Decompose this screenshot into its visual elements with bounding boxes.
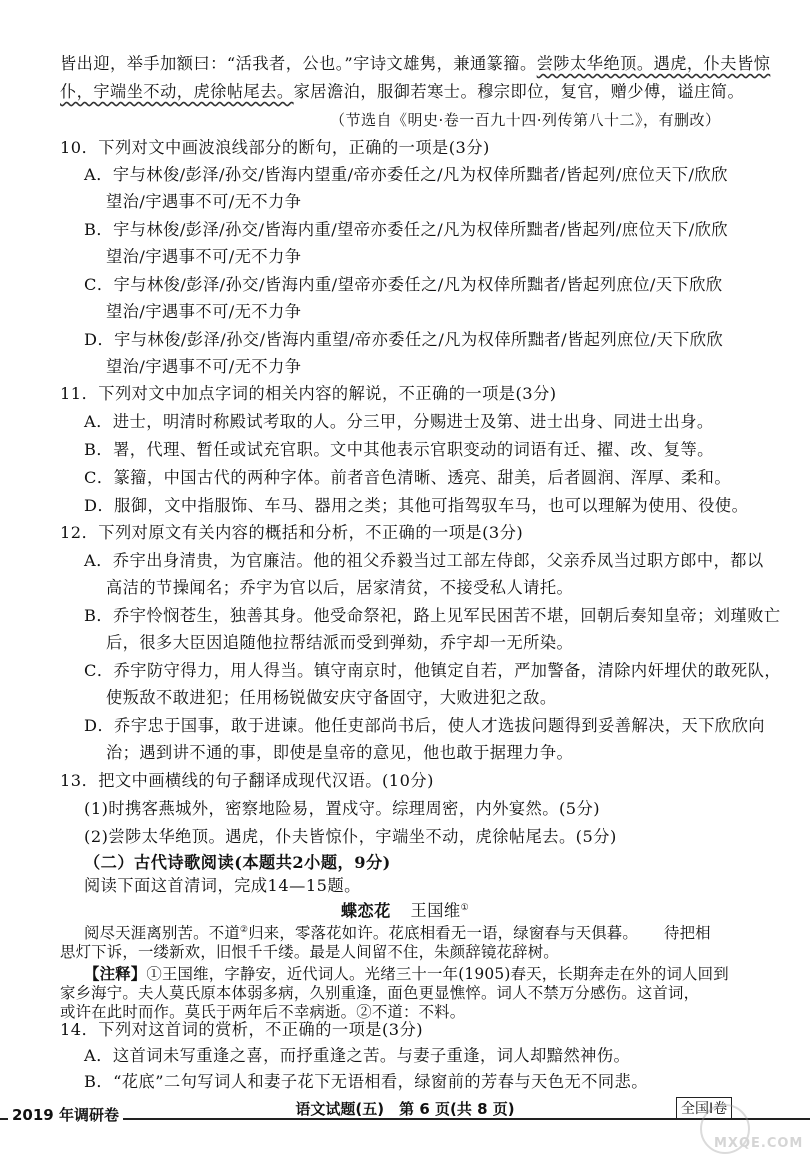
q14-option-b: B．“花底”二句写词人和妻子花下无语相看，绿窗前的芳春与天色无不同悲。 (84, 1072, 648, 1091)
q12-option-c-cont: 使叛敌不敢进犯；任用杨锐做安庆守备固守，大败进犯之敌。 (106, 688, 557, 707)
question-13-stem: 13．把文中画横线的句子翻译成现代汉语。(10分) (60, 771, 434, 790)
section-note: (本题共2小题，9分) (234, 853, 391, 872)
q12-option-d-cont: 治；遇到讲不通的事，即使是皇帝的意见，他也敢于据理力争。 (106, 743, 574, 762)
q11-option-b: B．署，代理、暂任或试充官职。文中其他表示官职变动的词语有迁、擢、改、复等。 (84, 440, 714, 459)
underlined-sentence: 仆，宇端坐不动，虎徐帖尾去。 (60, 82, 294, 101)
annotation-line-3: 或许在此时而作。莫氏于两年后不幸病逝。②不道：不料。 (60, 1003, 466, 1021)
footnote-marker: ① (460, 903, 470, 913)
question-11-stem: 11．下列对文中加点字词的相关内容的解说，不正确的一项是(3分) (60, 384, 557, 403)
q10-option-b: B．宇与林俊/彭泽/孙交/皆海内重/望帝亦委任之/凡为权倖所黜者/皆起列/庶位天下/欣欣 (84, 220, 729, 239)
q12-option-b-cont: 后，很多大臣因追随他拉帮结派而受到弹劾，乔宇却一无所染。 (106, 633, 574, 652)
watermark-text: MXQE.COM (714, 1136, 804, 1151)
question-12-stem: 12．下列对原文有关内容的概括和分析，不正确的一项是(3分) (60, 523, 524, 542)
footnote-marker: ② (239, 925, 249, 935)
question-10-stem: 10．下列对文中画波浪线部分的断句，正确的一项是(3分) (60, 138, 490, 157)
q10-option-a-cont: 望治/宇遇事不可/无不力争 (106, 192, 302, 211)
poetry-instruction: 阅读下面这首清词，完成14—15题。 (84, 876, 361, 895)
q12-option-c: C．乔宇防守得力，用人得当。镇守南京时，他镇定自若，严加警备，清除内奸埋伏的敢死队， (84, 661, 782, 680)
q10-option-a: A．宇与林俊/彭泽/孙交/皆海内望重/帝亦委任之/凡为权倖所黜者/皆起列/庶位天下/欣欣 (84, 165, 728, 184)
q11-option-d: D．服御，文中指服饰、车马、器用之类；其他可指驾驭车马，也可以理解为使用、役使。 (84, 496, 749, 515)
poem-line-2: 思灯下诉，一缕新欢，旧恨千千缕。最是人间留不住，朱颜辞镜花辞树。 (60, 943, 559, 961)
underlined-sentence: 尝陟太华绝顶。遇虎，仆夫皆惊 (536, 54, 771, 73)
watermark-logo (700, 1104, 804, 1154)
page-footer-title: 语文试题(五) 第 6 页(共 8 页) (295, 1100, 515, 1118)
passage-line-2 (60, 80, 770, 104)
poem-text: 归来，零落花如许。花底相看无一语，绿窗春与天俱暮。 (248, 924, 638, 943)
q12-option-d: D．乔宇忠于国事，敢于进谏。他任吏部尚书后，使人才选拔问题得到妥善解决，天下欣欣向 (84, 716, 765, 735)
exam-type-tag: 全国Ⅰ卷 (676, 1097, 732, 1119)
passage-text: 皆出迎，举手加额曰：“活我者，公也。”宇诗文雄隽，兼通篆籀。 (60, 54, 537, 73)
annotation-line-2: 家乡海宁。夫人莫氏原本体弱多病，久别重逢，面色更显憔悴。词人不禁万分感伤。这首词， (60, 984, 700, 1002)
q11-option-a: A．进士，明清时称殿试考取的人。分三甲，分赐进士及第、进士出身、同进士出身。 (84, 412, 714, 431)
poem-author: 王国维 (410, 901, 461, 921)
year-badge: 2019 年调研卷 (8, 1104, 123, 1125)
q12-option-a-cont: 高洁的节操闻名；乔宇为官以后，居家清贫，不接受私人请托。 (106, 578, 574, 597)
annotation-text: ①王国维，字静安，近代词人。光绪三十一年(1905)春天，长期奔走在外的词人回到 (146, 965, 729, 983)
poem-title: 蝶恋花 (340, 901, 391, 921)
passage-text: 家居澹泊，服御若寒士。穆宗即位，复官，赠少傅，谥庄简。 (293, 82, 745, 101)
q11-option-c: C．篆籀，中国古代的两种字体。前者音色清晰、透亮、甜美，后者圆润、浑厚、柔和。 (84, 468, 732, 487)
q12-option-a: A．乔宇出身清贵，为官廉洁。他的祖父乔毅当过工部左侍郎，父亲乔凤当过职方郎中，都以 (84, 551, 764, 570)
q13-sentence-1: (1)时携客燕城外，密察地险易，置戍守。综理周密，内外宴然。(5分) (84, 799, 601, 818)
q10-option-b-cont: 望治/宇遇事不可/无不力争 (106, 247, 302, 266)
annotation-label: 【注释】 (84, 965, 147, 983)
q10-option-c-cont: 望治/宇遇事不可/无不力争 (106, 302, 302, 321)
q10-option-d: D．宇与林俊/彭泽/孙交/皆海内重望/帝亦委任之/凡为权倖所黜者/皆起列庶位/天下欣欣 (84, 330, 724, 349)
poem-text: 待把相 (663, 924, 711, 943)
q10-option-c: C．宇与林俊/彭泽/孙交/皆海内重/望帝亦委任之/凡为权倖所黜者/皆起列庶位/天下欣欣 (84, 275, 723, 294)
passage-source: （节选自《明史·卷一百九十四·列传第八十二》，有删改） (330, 111, 721, 129)
q10-option-d-cont: 望治/宇遇事不可/无不力争 (106, 357, 302, 376)
passage-line-1 (60, 52, 770, 76)
question-14-stem: 14．下列对这首词的赏析，不正确的一项是(3分) (60, 1020, 424, 1039)
q12-option-b: B．乔宇怜悯苍生，独善其身。他受命祭祀，路上见军民困苦不堪，回朝后奏知皇帝；刘瑾败亡 (84, 606, 781, 625)
q14-option-a: A．这首词未写重逢之喜，而抒重逢之苦。与妻子重逢，词人却黯然神伤。 (84, 1046, 631, 1065)
section-title: （二）古代诗歌阅读 (84, 853, 235, 872)
q13-sentence-2: (2)尝陟太华绝顶。遇虎，仆夫皆惊仆，宇端坐不动，虎徐帖尾去。(5分) (84, 827, 617, 846)
poetry-section-heading (84, 851, 770, 875)
poem-text: 阅尽天涯离别苦。不道 (84, 924, 240, 943)
